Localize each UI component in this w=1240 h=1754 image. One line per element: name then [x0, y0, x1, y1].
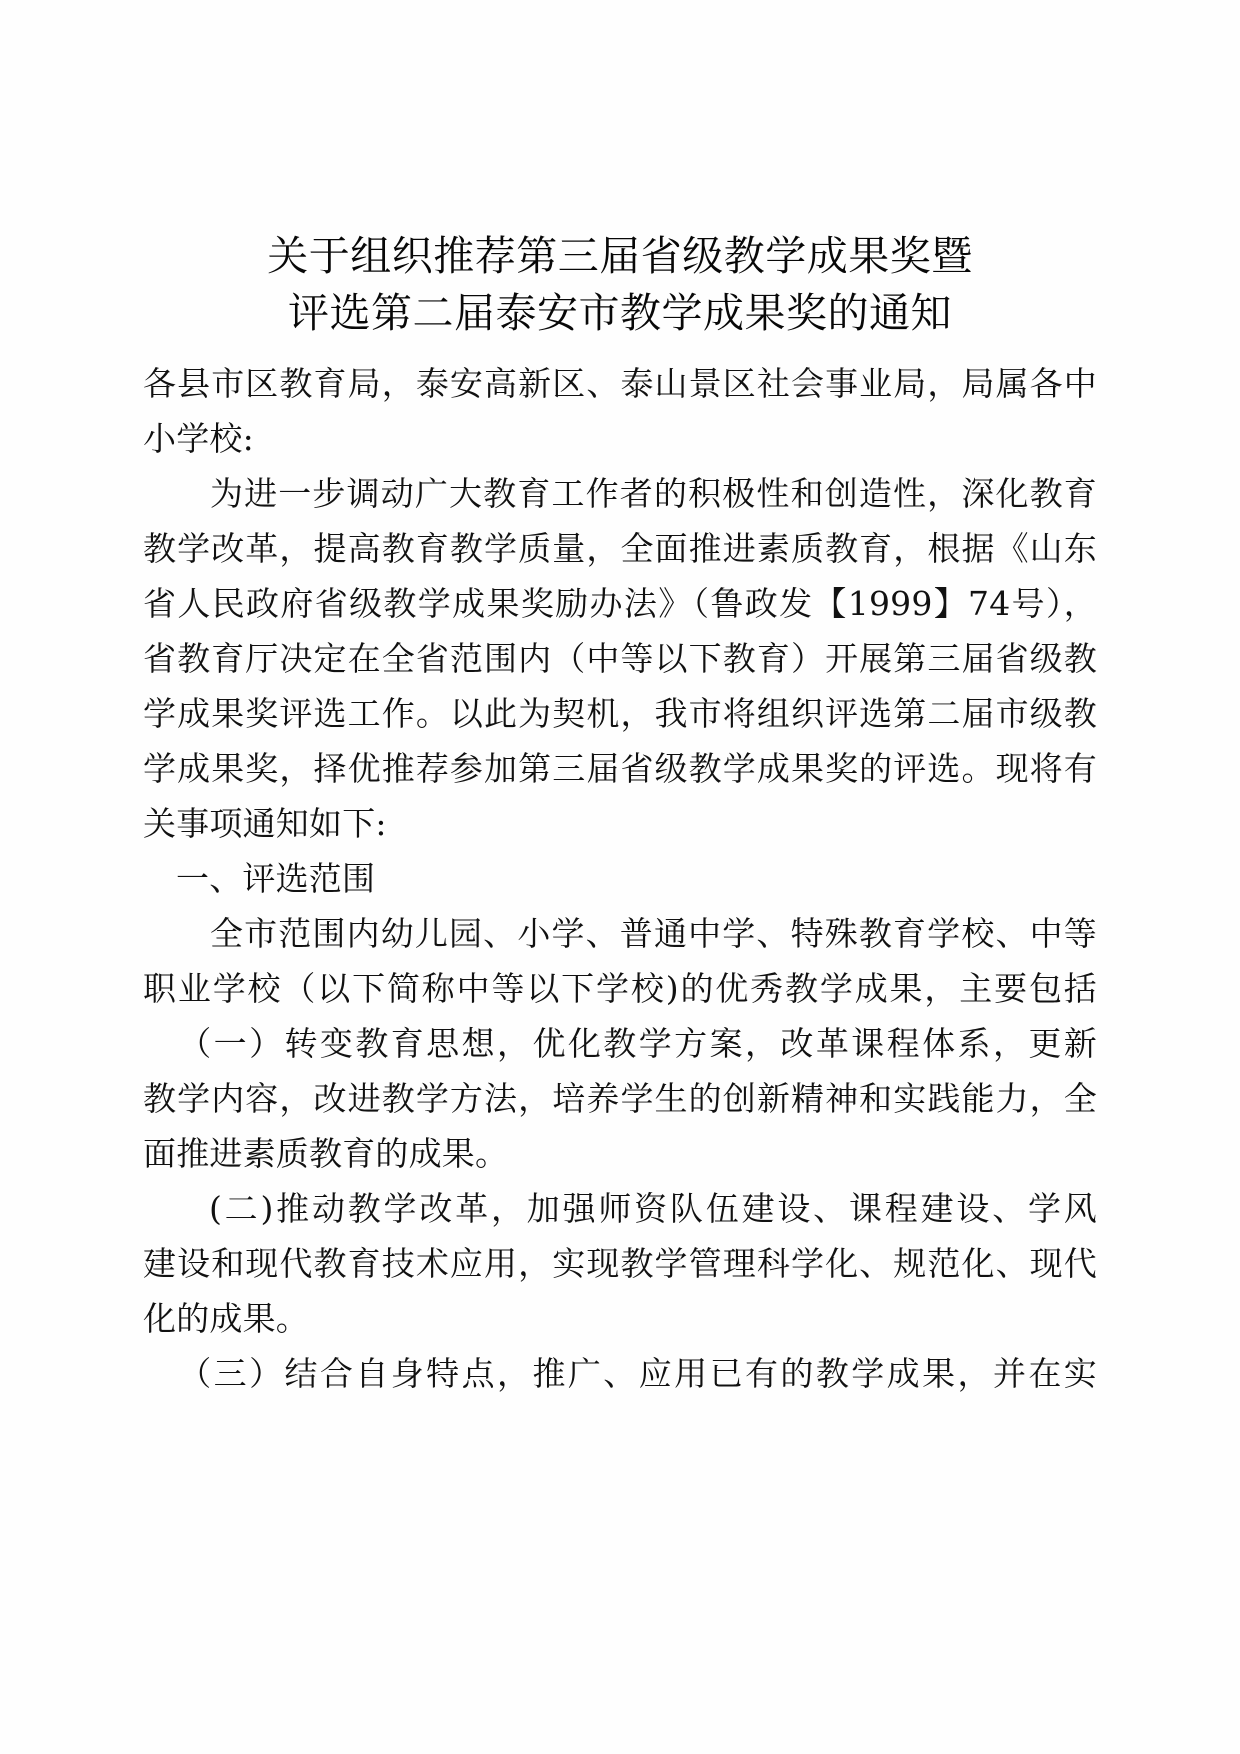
item-one	[143, 1016, 1097, 1181]
item-two-line-3: 化的成果。	[143, 1299, 309, 1338]
item-three-line-1	[143, 1346, 1097, 1401]
intro-line-2: 教学改革，提高教育教学质量，全面推进素质教育，根据《山东	[143, 529, 1097, 568]
addressee-line-1: 各县市区教育局，泰安高新区、泰山景区社会事业局，局属各中	[143, 364, 1097, 403]
item-three	[143, 1346, 1097, 1401]
intro-line-7: 关事项通知如下:	[143, 804, 387, 843]
section-one-line-1	[143, 906, 1097, 961]
intro-line-5: 学成果奖评选工作。以此为契机，我市将组织评选第二届市级教	[143, 694, 1097, 733]
document-body	[143, 356, 1097, 1401]
section-one	[143, 851, 1097, 1016]
section-one-heading	[143, 851, 1097, 906]
item-two-line-2: 建设和现代教育技术应用，实现教学管理科学化、规范化、现代	[143, 1244, 1097, 1283]
addressee-paragraph	[143, 356, 1097, 466]
item-one-line-3: 面推进素质教育的成果。	[143, 1134, 509, 1173]
item-two-line-1-text: (二)推动教学改革，加强师资队伍建设、课程建设、学风	[209, 1189, 1097, 1228]
intro-line-1	[143, 466, 1097, 521]
intro-line-6: 学成果奖，择优推荐参加第三届省级教学成果奖的评选。现将有	[143, 749, 1097, 788]
intro-line-3: 省人民政府省级教学成果奖励办法》（鲁政发【1999】74号），	[143, 584, 1097, 623]
page-title	[143, 228, 1097, 342]
addressee-line-2: 小学校:	[143, 419, 254, 458]
section-one-line-2: 职业学校（以下简称中等以下学校)的优秀教学成果，主要包括	[143, 969, 1097, 1008]
item-two	[143, 1181, 1097, 1346]
item-three-line-1-text: （三）结合自身特点，推广、应用已有的教学成果，并在实	[176, 1354, 1097, 1393]
intro-line-4: 省教育厅决定在全省范围内（中等以下教育）开展第三届省级教	[143, 639, 1097, 678]
intro-paragraph	[143, 466, 1097, 851]
title-line-1: 关于组织推荐第三届省级教学成果奖暨	[267, 232, 973, 280]
item-one-line-2: 教学内容，改进教学方法，培养学生的创新精神和实践能力，全	[143, 1079, 1097, 1118]
section-one-heading-text: 一、评选范围	[176, 859, 376, 898]
item-one-line-1	[143, 1016, 1097, 1071]
title-line-2: 评选第二届泰安市教学成果奖的通知	[288, 289, 952, 337]
section-one-line-1-text: 全市范围内幼儿园、小学、普通中学、特殊教育学校、中等	[209, 914, 1097, 953]
item-two-line-1	[143, 1181, 1097, 1236]
item-one-line-1-text: （一）转变教育思想，优化教学方案，改革课程体系，更新	[176, 1024, 1097, 1063]
intro-line-1-text: 为进一步调动广大教育工作者的积极性和创造性，深化教育	[209, 474, 1097, 513]
